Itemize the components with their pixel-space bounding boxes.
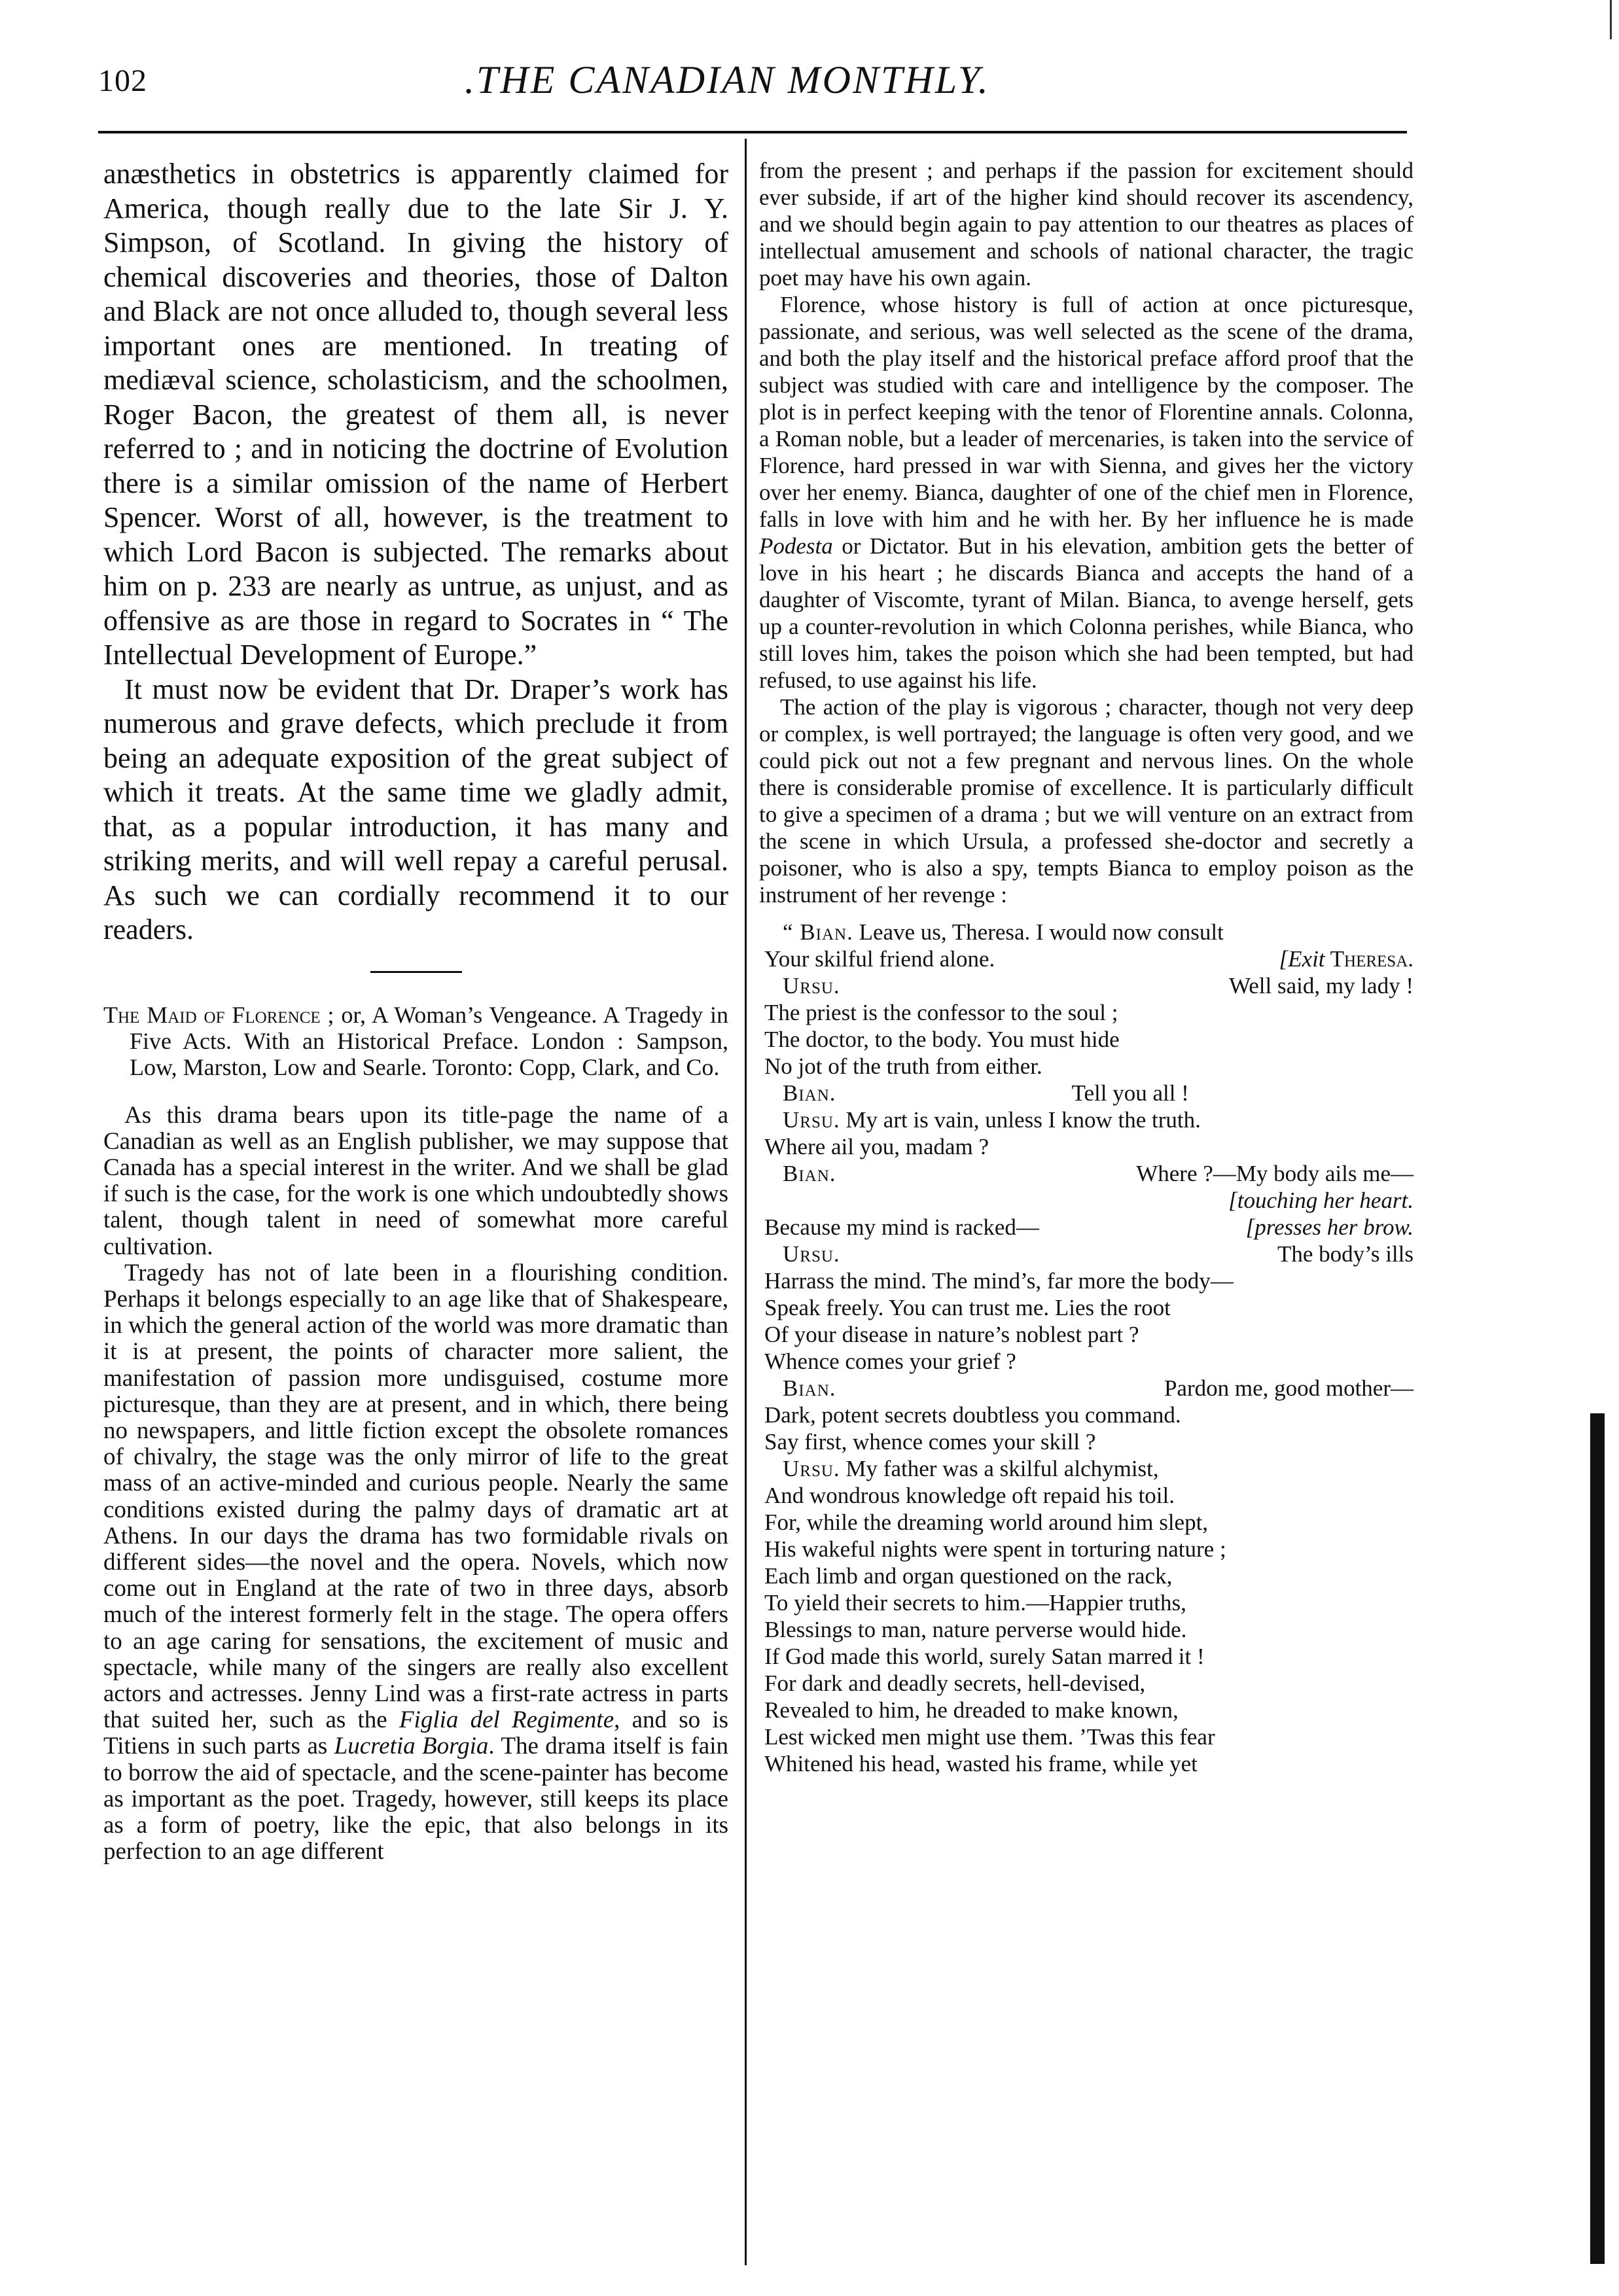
- stage-direction: [presses her brow.: [1245, 1214, 1414, 1240]
- verse-line: The doctor, to the body. You must hide: [764, 1027, 1120, 1052]
- text-run: Florence, whose history is full of action at once picturesque, passionate, and serious, was well selected as the scene of the drama, and both the play itself and the historical preface afford proof that the subject was studied with care and intelligence by the composer. The plot is in perfect keeping with the tenor of Florentine annals. Colonna, a Roman noble, but a leader of mercenaries, is taken into the service of Florence, hard pressed in war with Sienna, and gives her the victory over her enemy. Bianca, daughter of one of the chief men in Florence, falls in love with him and he with her. By her influence he is made: [759, 292, 1414, 532]
- speaker: “ Bian.: [783, 919, 853, 945]
- page-edge-shadow: [1590, 1413, 1605, 2264]
- paragraph: anæsthetics in obstetrics is apparently claimed for America, though really due to the late Sir J. Y. Simpson, of Scotland. In giving the history of chemical discoveries and theories, those of Dalton and Black are not once alluded to, though several less important ones are mentioned. In treating of mediæval science, scholasticism, and the schoolmen, Roger Bacon, the greatest of them all, is never referred to ; and in noticing the doctrine of Evolution there is a similar omission of the name of Herbert Spencer. Worst of all, however, is the treatment to which Lord Bacon is subjected. The remarks about him on p. 233 are nearly as untrue, as unjust, and as offensive as are those in regard to Socrates in “ The Intellectual Development of Europe.”: [103, 158, 728, 671]
- verse-line: [764, 1080, 1414, 1106]
- verse-line: [764, 1375, 1414, 1402]
- verse-line: Speak freely. You can trust me. Lies the root: [764, 1295, 1171, 1320]
- speaker: Ursu.: [783, 973, 840, 998]
- verse-line: [764, 919, 1414, 945]
- page-header: [98, 58, 1407, 130]
- verse-line: Where ail you, madam ?: [764, 1134, 989, 1159]
- review-publication-details: ; or, A Woman’s Vengeance. A Tragedy in Five Acts. With an Historical Preface. London : Sampson, Low, Marston, Low and Searle. Toronto: Copp, Clark, and Co.: [130, 1001, 728, 1080]
- paragraph: [759, 291, 1414, 694]
- section-rule: [370, 971, 462, 973]
- verse-line: For dark and deadly secrets, hell-devised,: [764, 1670, 1146, 1696]
- paragraph: It must now be evident that Dr. Draper’s work has numerous and grave defects, which preclude it from being an adequate exposition of the great subject of which it treats. At the same time we gladly admit, that, as a popular introduction, it has many and striking merits, and will well repay a careful perusal. As such we can cordially recommend it to our readers.: [103, 673, 728, 945]
- text-run: . The drama itself is fain to borrow the aid of spectacle, and the scene-painter has become as important as the poet. Tragedy, however, still keeps its place as a form of poetry, like the epic, that also belongs in its perfection to an age different: [103, 1733, 728, 1865]
- italic-title: Lucretia Borgia: [334, 1733, 489, 1760]
- verse-line: Revealed to him, he dreaded to make known,: [764, 1697, 1179, 1723]
- exit-name: Theresa.: [1325, 946, 1414, 972]
- verse-extract: [759, 919, 1414, 1777]
- italic-direction: [Exit: [1279, 946, 1325, 972]
- paragraph: from the present ; and perhaps if the passion for excitement should ever subside, if art of the higher kind should recover its ascendency, and we should begin again to pay attention to our theatres as places of intellectual amusement and schools of national character, the tragic poet may have his own again.: [759, 158, 1414, 291]
- line-text: My father was a skilful alchymist,: [840, 1456, 1159, 1481]
- header-rule: [98, 131, 1407, 133]
- verse-line: If God made this world, surely Satan marred it !: [764, 1644, 1205, 1669]
- verse-line: Whence comes your grief ?: [764, 1349, 1016, 1374]
- verse-line: [764, 1455, 1414, 1482]
- verse-line: And wondrous knowledge oft repaid his toil.: [764, 1483, 1175, 1508]
- left-column: [103, 157, 728, 1865]
- speaker: Ursu.: [783, 1107, 840, 1133]
- speaker: Bian.: [783, 1161, 836, 1186]
- speaker: Bian.: [783, 1080, 836, 1106]
- verse-line: [764, 972, 1414, 999]
- speaker: Ursu.: [783, 1241, 840, 1267]
- verse-line: Blessings to man, nature perverse would hide.: [764, 1617, 1187, 1642]
- line-text: Tell you all !: [1071, 1080, 1189, 1106]
- verse-line: [764, 1106, 1414, 1133]
- speaker: Bian.: [783, 1375, 836, 1401]
- verse-line: Whitened his head, wasted his frame, while yet: [764, 1751, 1198, 1776]
- verse-line: [764, 1160, 1414, 1187]
- line-text: The body’s ills: [1277, 1241, 1414, 1267]
- verse-line: Harrass the mind. The mind’s, far more the body—: [764, 1268, 1234, 1294]
- paragraph: The action of the play is vigorous ; character, though not very deep or complex, is well portrayed; the language is often very good, and we could pick out not a few pregnant and nervous lines. On the whole there is considerable promise of excellence. It is particularly difficult to give a specimen of a drama ; but we will venture on an extract from the scene in which Ursula, a professed she-doctor and secretly a poisoner, who is also a spy, tempts Bianca to employ poison as the instrument of her revenge :: [759, 694, 1414, 908]
- stage-direction: [1279, 945, 1414, 972]
- column-divider: [745, 139, 747, 2265]
- stage-direction: [touching her heart.: [1228, 1188, 1414, 1213]
- verse-line: Say first, whence comes your skill ?: [764, 1429, 1096, 1455]
- review-heading: [103, 1002, 728, 1080]
- italic-title: Figlia del Regimente: [399, 1706, 614, 1734]
- paragraph: As this drama bears upon its title-page the name of a Canadian as well as an English publisher, we may suppose that Canada has a special interest in the writer. And we shall be glad if such is the case, for the work is one which undoubtedly shows talent, though talent in need of somewhat more careful cultivation.: [103, 1101, 728, 1260]
- review-title: The Maid of Florence: [103, 1001, 321, 1028]
- verse-line: The priest is the confessor to the soul ;: [764, 1000, 1118, 1025]
- italic-word: Podesta: [759, 533, 833, 559]
- verse-line: Of your disease in nature’s noblest part ?: [764, 1322, 1139, 1347]
- text-run: Tragedy has not of late been in a flourishing condition. Perhaps it belongs especially to an age like that of Shakespeare, in which the general action of the world was more dramatic than it is at present, the points of character more salient, the manifestation of passion more undisguised, costume more picturesque, than they are at present, and in which, there being no newspapers, and little fiction except the obsolete romances of chivalry, the stage was the only mirror of life to the great mass of an active-minded and curious people. Nearly the same conditions existed during the palmy days of dramatic art at Athens. In our days the drama has two formidable rivals on different sides—the novel and the opera. Novels, which now come out in England at the rate of two in three days, absorb much of the interest formerly felt in the stage. The opera offers to an age caring for sensations, the excitement of music and spectacle, while many of the singers are really also excellent actors and actresses. Jenny Lind was a first-rate actress in parts that suited her, such as the: [103, 1259, 728, 1734]
- verse-line: No jot of the truth from either.: [764, 1053, 1042, 1079]
- verse-line: Lest wicked men might use them. ’Twas this fear: [764, 1724, 1215, 1750]
- line-text: My art is vain, unless I know the truth.: [840, 1107, 1201, 1133]
- page-number: 102: [98, 63, 147, 98]
- verse-line: His wakeful nights were spent in torturing nature ;: [764, 1536, 1226, 1562]
- verse-line: [764, 1241, 1414, 1267]
- line-text: Your skilful friend alone.: [764, 946, 995, 972]
- verse-line: [764, 945, 1414, 972]
- line-text: Well said, my lady !: [1229, 973, 1414, 998]
- speaker: Ursu.: [783, 1456, 840, 1481]
- edge-mark: [1610, 0, 1612, 39]
- paragraph: [103, 1260, 728, 1865]
- line-text: Where ?—My body ails me—: [1136, 1161, 1414, 1186]
- verse-line: [764, 1187, 1414, 1214]
- text-run: , and so is Titiens in such parts as: [103, 1706, 728, 1760]
- verse-line: Each limb and organ questioned on the rack,: [764, 1563, 1173, 1589]
- verse-line: Dark, potent secrets doubtless you command.: [764, 1402, 1181, 1428]
- line-text: Leave us, Theresa. I would now consult: [853, 919, 1224, 945]
- verse-line: [764, 1214, 1414, 1241]
- line-text: Because my mind is racked—: [764, 1214, 1039, 1240]
- verse-line: For, while the dreaming world around him slept,: [764, 1510, 1209, 1535]
- running-title: .THE CANADIAN MONTHLY.: [465, 58, 990, 101]
- line-text: Pardon me, good mother—: [1164, 1375, 1414, 1401]
- right-column: [759, 157, 1414, 1777]
- text-run: or Dictator. But in his elevation, ambition gets the better of love in his heart ; he discards Bianca and accepts the hand of a daughter of Viscomte, tyrant of Milan. Bianca, to avenge herself, gets up a counter-revolution in which Colonna perishes, while Bianca, who still loves him, takes the poison which she had been tempted, but had refused, to use against his life.: [759, 533, 1414, 693]
- verse-line: To yield their secrets to him.—Happier truths,: [764, 1590, 1186, 1616]
